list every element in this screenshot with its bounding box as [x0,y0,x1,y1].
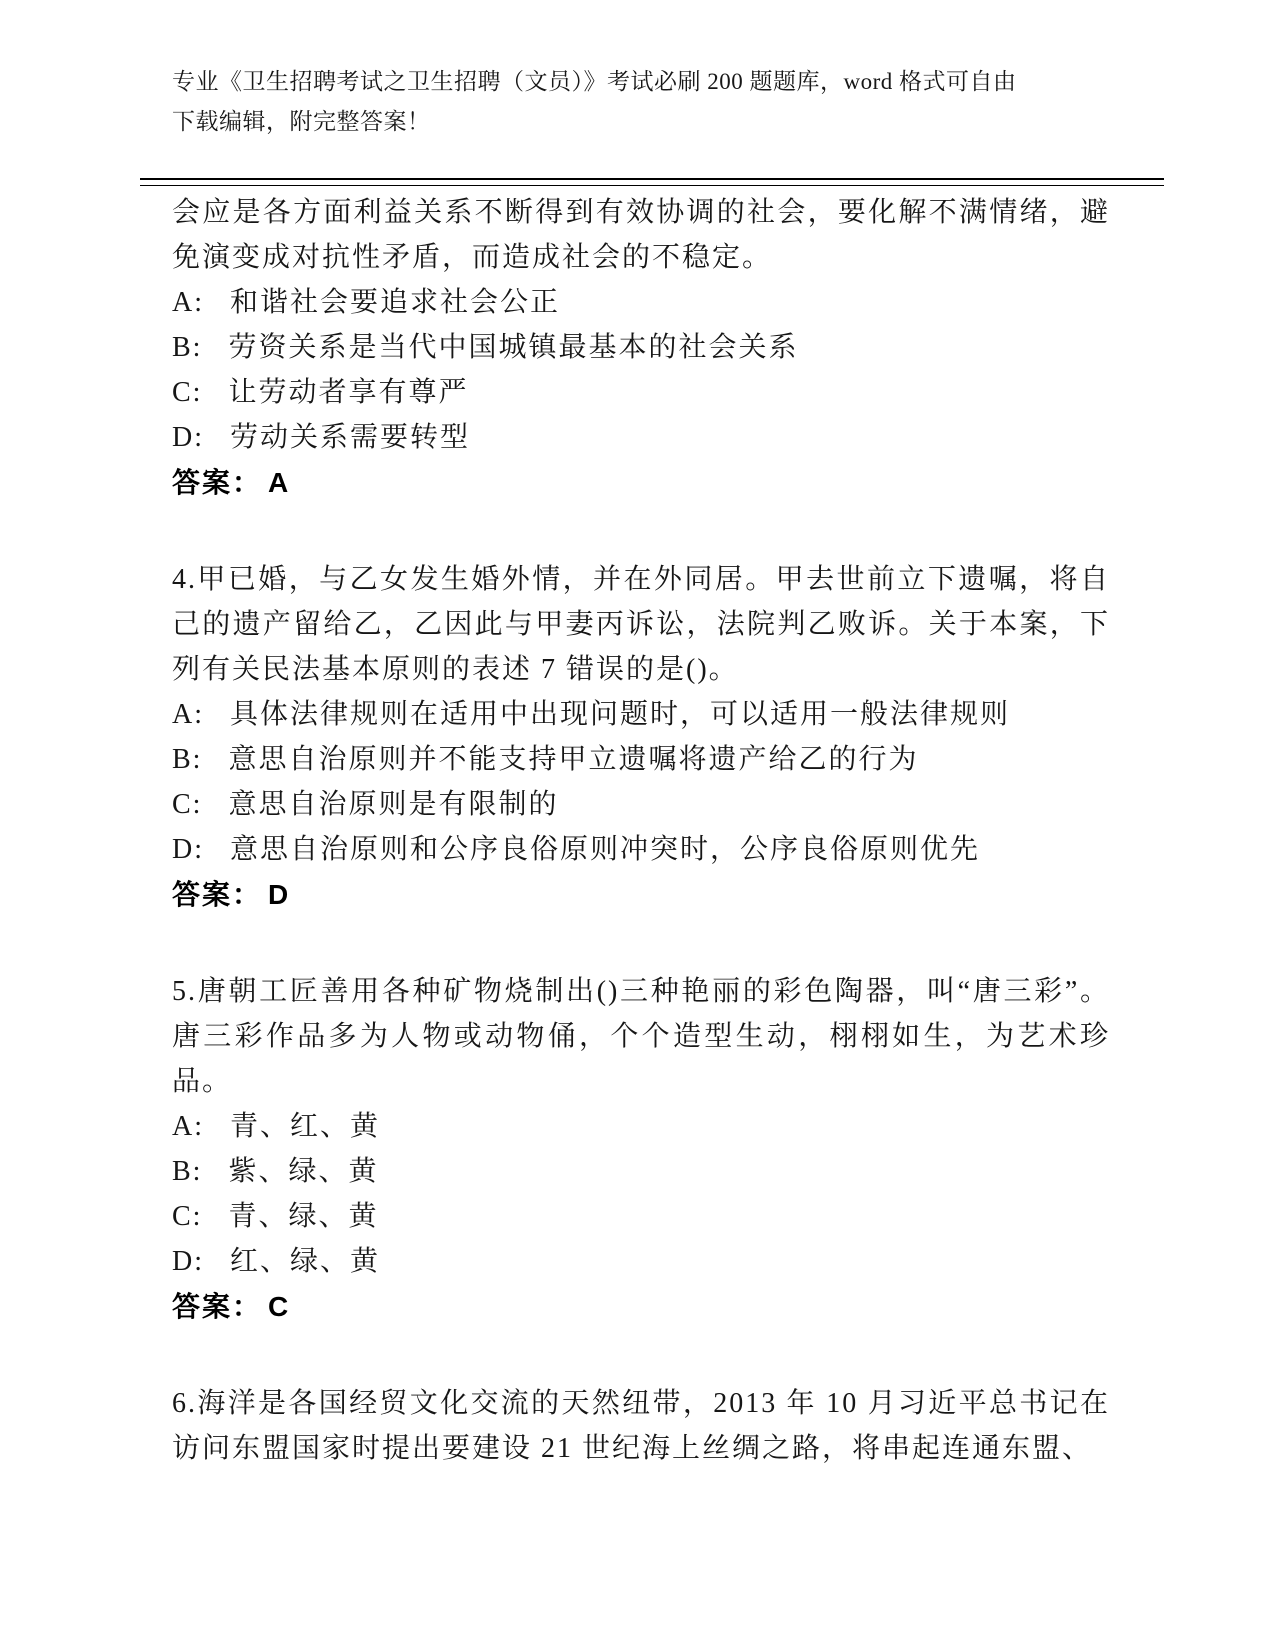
question-block-5 [172,969,1110,1329]
answer-row [172,872,1110,917]
option-letter: B: [172,744,203,775]
answer-value: D [268,879,291,910]
option-text: 意思自治原则和公序良俗原则冲突时，公序良俗原则优先 [230,834,981,865]
question-block-6 [172,1381,1110,1471]
option-row-c [172,370,1110,415]
option-letter: D: [172,422,204,453]
option-letter: D: [172,1246,204,1277]
header-divider [140,178,1164,186]
option-letter: C: [172,789,203,820]
option-text: 紫、绿、黄 [228,1156,379,1187]
question-stem: 5.唐朝工匠善用各种矿物烧制出()三种艳丽的彩色陶器，叫“唐三彩”。唐三彩作品多为人物或动物俑，个个造型生动，栩栩如生，为艺术珍品。 [172,976,1110,1097]
option-letter: A: [172,1111,204,1142]
option-text: 红、绿、黄 [230,1246,381,1277]
option-row-d [172,827,1110,872]
answer-row [172,1284,1110,1329]
option-text: 意思自治原则并不能支持甲立遗嘱将遗产给乙的行为 [228,744,919,775]
question-stem: 会应是各方面利益关系不断得到有效协调的社会，要化解不满情绪，避免演变成对抗性矛盾，而造成社会的不稳定。 [172,197,1110,273]
option-letter: A: [172,287,204,318]
question-block-4 [172,557,1110,917]
header-title: 专业《卫生招聘考试之卫生招聘（文员）》考试必刷 200 题题库，word 格式可自由下载编辑，附完整答案！ [172,69,1017,134]
option-text: 劳资关系是当代中国城镇最基本的社会关系 [228,332,799,363]
option-letter: A: [172,699,204,730]
option-text: 青、红、黄 [230,1111,381,1142]
option-row-b [172,737,1110,782]
option-row-b [172,325,1110,370]
answer-label: 答案： [172,879,263,910]
option-row-a [172,280,1110,325]
answer-value: A [268,467,291,498]
answer-label: 答案： [172,467,263,498]
option-row-c [172,1194,1110,1239]
option-row-d [172,415,1110,460]
answer-label: 答案： [172,1291,263,1322]
option-letter: C: [172,1201,203,1232]
option-text: 和谐社会要追求社会公正 [230,287,561,318]
option-letter: C: [172,377,203,408]
option-letter: B: [172,332,203,363]
option-row-c [172,782,1110,827]
option-text: 青、绿、黄 [228,1201,379,1232]
option-text: 让劳动者享有尊严 [228,377,469,408]
answer-value: C [268,1291,291,1322]
option-row-b [172,1149,1110,1194]
option-row-d [172,1239,1110,1284]
document-header [172,62,1017,142]
question-stem: 6.海洋是各国经贸文化交流的天然纽带，2013 年 10 月习近平总书记在访问东盟国家时提出要建设 21 世纪海上丝绸之路，将串起连通东盟、 [172,1388,1110,1464]
option-text: 劳动关系需要转型 [230,422,471,453]
option-letter: D: [172,834,204,865]
document-body [172,190,1110,1471]
option-row-a [172,1104,1110,1149]
option-text: 意思自治原则是有限制的 [228,789,559,820]
answer-row [172,460,1110,505]
option-letter: B: [172,1156,203,1187]
option-row-a [172,692,1110,737]
option-text: 具体法律规则在适用中出现问题时，可以适用一般法律规则 [230,699,1011,730]
question-stem: 4.甲已婚，与乙女发生婚外情，并在外同居。甲去世前立下遗嘱，将自己的遗产留给乙，乙因此与甲妻丙诉讼，法院判乙败诉。关于本案，下列有关民法基本原则的表述 7 错误的是()。 [172,564,1110,685]
question-block-3-continuation [172,190,1110,505]
